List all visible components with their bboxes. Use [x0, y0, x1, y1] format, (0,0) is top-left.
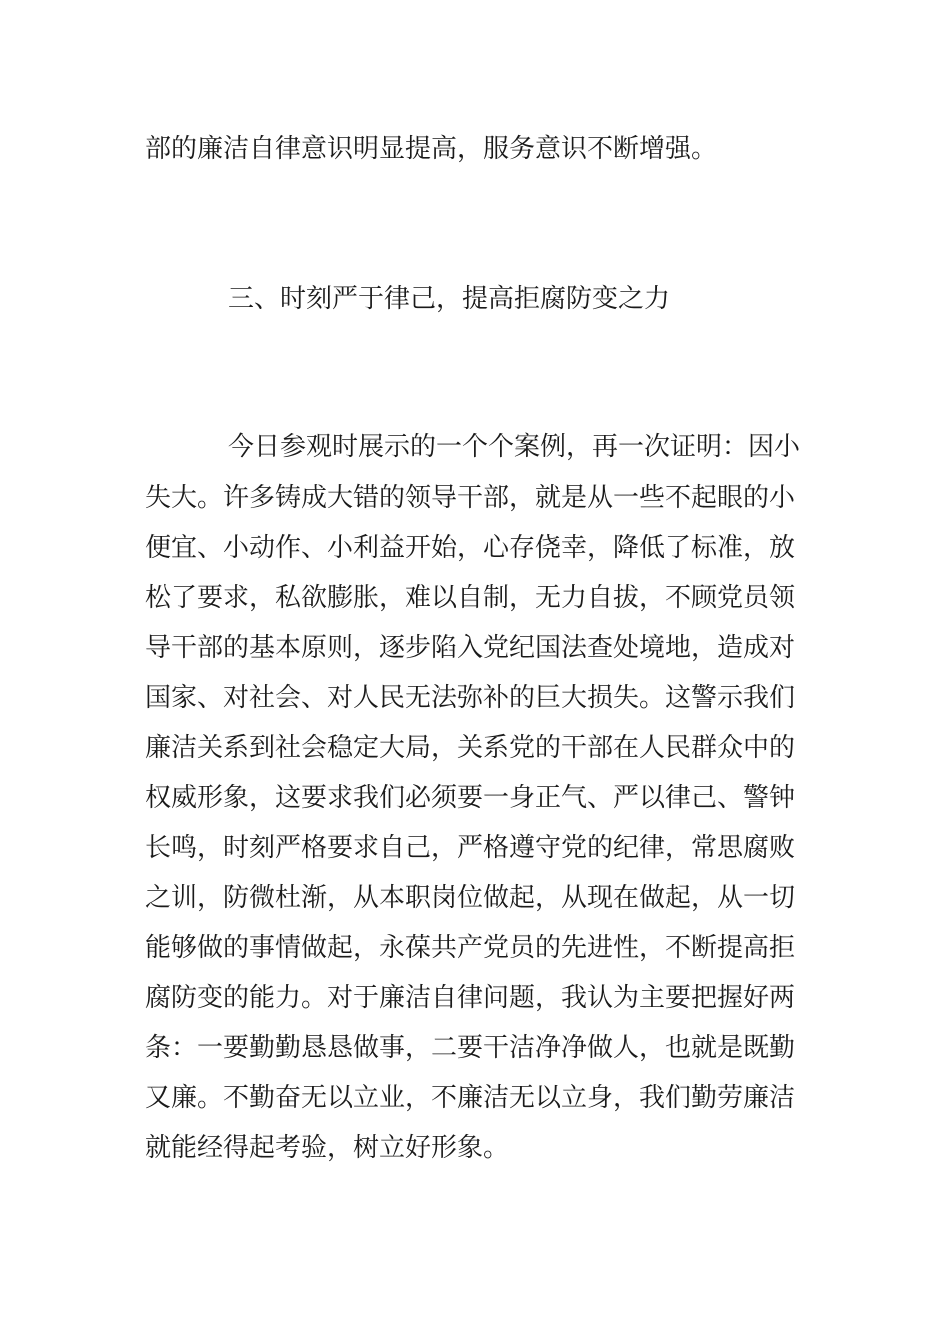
paragraph-line: 松了要求，私欲膨胀，难以自制，无力自拔，不顾党员领 — [145, 583, 796, 613]
continuation-line: 部的廉洁自律意识明显提高，服务意识不断增强。 — [145, 134, 718, 164]
paragraph-line: 权威形象，这要求我们必须要一身正气、严以律己、警钟 — [145, 783, 796, 813]
paragraph-line: 就能经得起考验，树立好形象。 — [145, 1133, 510, 1163]
section-heading: 三、时刻严于律己，提高拒腐防变之力 — [228, 284, 671, 314]
paragraph-line: 条：一要勤勤恳恳做事，二要干洁净净做人，也就是既勤 — [145, 1033, 796, 1063]
paragraph-line: 之训，防微杜渐，从本职岗位做起，从现在做起，从一切 — [145, 883, 796, 913]
paragraph-line: 失大。许多铸成大错的领导干部，就是从一些不起眼的小 — [145, 483, 796, 513]
paragraph-line: 导干部的基本原则，逐步陷入党纪国法查处境地，造成对 — [145, 633, 796, 663]
paragraph-line: 又廉。不勤奋无以立业，不廉洁无以立身，我们勤劳廉洁 — [145, 1083, 796, 1113]
paragraph-line: 便宜、小动作、小利益开始，心存侥幸，降低了标准，放 — [145, 533, 796, 563]
paragraph-line: 长鸣，时刻严格要求自己，严格遵守党的纪律，常思腐败 — [145, 833, 796, 863]
paragraph-line: 腐防变的能力。对于廉洁自律问题，我认为主要把握好两 — [145, 983, 796, 1013]
paragraph-line: 能够做的事情做起，永葆共产党员的先进性，不断提高拒 — [145, 933, 796, 963]
paragraph-line: 国家、对社会、对人民无法弥补的巨大损失。这警示我们 — [145, 683, 796, 713]
paragraph-line: 今日参观时展示的一个个案例，再一次证明：因小 — [228, 432, 801, 462]
paragraph-line: 廉洁关系到社会稳定大局，关系党的干部在人民群众中的 — [145, 733, 796, 763]
